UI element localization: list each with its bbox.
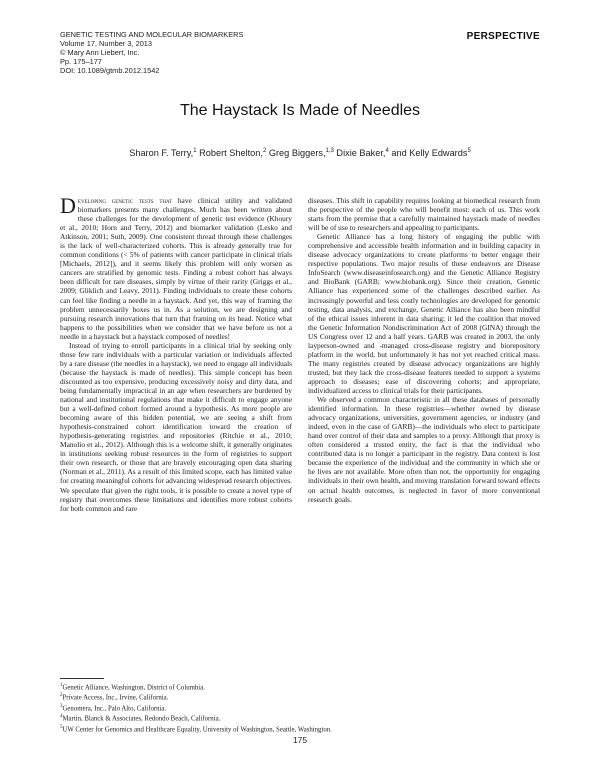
section-label: PERSPECTIVE [466,31,540,42]
footnote [60,703,540,713]
author-affiliation: 1 [193,148,197,154]
author-name: Robert Shelton, [196,148,263,159]
footnotes [60,682,540,734]
body-paragraph: diseases. This shift in capability requires looking at biomedical research from the perspective of the people who will benefit most: each of us. This work starts from the premise that a carefully maintained haystack made of needles will be of use to researchers and appealing to participants. [308,196,540,233]
author-affiliation: 2 [262,148,267,154]
footnote-number: 4 [60,714,63,720]
author-name: Greg Biggers, [266,148,326,159]
body-paragraph: Instead of trying to enroll participants in a clinical trial by seeking only those few rare individuals with a particular variation or individuals affected by a rare disease (the needles in a haystack), we need to engage all individuals (because the haystack is made of needles). This simple concept has been discounted as too expensive, producing excessively noisy and dirty data, and being fundamentally impractical in an age when researchers are burdened by national and institutional regulations that make it difficult to engage anyone but a well-defined cohort formed around a hypothesis. As more people are becoming aware of this hidden potential, we are seeing a shift from hypothesis-constrained cohort identification toward the creation of hypothesis-generating registries and repositories (Ritchie et al., 2010; Manolio et al., 2012). Although this is a welcome shift, it generally originates in institutions seeking robust resources in the form of registries to support their own research, or those that are bravely encouraging open data sharing (Norman et al., 2011). As a result of this limited scope, each has limited value for creating meaningful cohorts for advancing widespread research objectives. We speculate that given the right tools, it is possible to create a novel type of registry that overcomes these limitations and identifies more robust cohorts for both common and rare [60,340,292,513]
footnote-text: Martin, Blanck & Associates, Redondo Beach, California. [62,715,221,723]
footnote-text: UW Center for Genomics and Healthcare Equality, University of Washington, Seattle, Washington. [62,726,332,734]
footnote-text: Private Access, Inc., Irvine, California. [62,694,169,702]
footnote-text: Genomera, Inc., Palo Alto, California. [62,705,167,713]
body-paragraph: We observed a common characteristic in all these databases of personally identified information. In these registries—whether owned by disease advocacy organizations, universities, government agencies, or industry (and indeed, even in the case of GARB)—the individuals who elect to participate hand over control of their data and samples to a proxy. Although that proxy is often considered a trusted entity, the fact is that the individual who contributed data is no longer a participant in the registry. Data context is lost because the experience of the individual and the community in which she or he lives are not available. More often than not, the opportunity for engaging individuals in their own health, and moving translation forward toward effects on actual health outcomes, is neglected in favor of more conventional research goals. [308,395,540,504]
footnote [60,724,540,734]
doi: DOI: 10.1089/gtmb.2012.1542 [60,66,160,75]
article-title: The Haystack Is Made of Needles [179,102,421,119]
author-affiliation: 4 [385,148,389,154]
journal-header [60,30,243,75]
author-name: Dixie Baker, [333,148,386,159]
body-paragraph: Genetic Alliance has a long history of engaging the public with comprehensive and accessible health information and in building capacity in disease advocacy organizations to create platforms to better engage their respective populations. Two major results of these endeavors are Disease InfoSearch (www.diseaseinfosearch.org) and the Genetic Alliance Registry and BioBank (GARB; www.biobank.org). Since their creation, Genetic Alliance has experienced some of the challenges described earlier. As increasingly powerful and less costly technologies are developed for genomic testing, data analysis, and exchange, Genetic Alliance has also been mindful of the ethical issues inherent in data sharing; it led the coalition that moved the Genetic Information Nondiscrimination Act of 2008 (GINA) through the US Congress over 12 and a half years. GARB was created in 2003, the only layperson-owned and -managed cross-disease registry and biorepository platform in the world, but unfortunately it has not yet reached critical mass. The many registries created by disease advocacy organizations are highly trusted, but they lack the cross-disease features needed to support a systems approach to diseases; ease of discovering cohorts; and appropriate, individualized access to clinical trials for their participants. [308,232,540,395]
publisher: © Mary Ann Liebert, Inc. [60,48,140,57]
footnote [60,682,540,692]
footnote-divider [60,678,104,679]
author-list [0,148,600,158]
footnote-number: 1 [60,683,63,688]
paragraph-text: have clinical utility and validated biomarkers presents many challenges. Much has been written about these challenges for the development of genetic test evidence (Khoury et al., 2010; Horn and Terry, 2012) and biomarker validation (Lesko and Atkinson, 2001; Suth, 2009). One consistent thread through these challenges is the lack of well-characterized cohorts. This is already generally true for common conditions (< 5% of patients with cancer participate in clinical trials [Michaels, 2012]), and it seems likely this problem will only worsen as cancers are stratified by genomic tests. Finding a robust cohort has always been difficult for rare diseases, simply by virtue of their rarity (Griggs et al., 2009; Gliklich and Leavy, 2011). Finding individuals to create these cohorts can feel like finding a needle in a haystack. And yet, this way of framing the problem unnecessarily boxes us in. As a solution, we are designing and pursuing research innovations that turn that framing on its head. Notice what happens to the possibilities when we consider that we have before us not a needle in a haystack but a haystack composed of needles! [60,196,293,341]
author-name: and Kelly Edwards [388,148,468,159]
footnote-number: 3 [60,703,63,709]
page-number: 175 [292,735,308,745]
footnote-number: 2 [60,693,63,699]
footnote [60,692,540,702]
footnote-text: Genetic Alliance, Washington, District of Columbia. [62,684,205,692]
page-range: Pp. 175–177 [60,57,102,66]
footnote [60,713,540,723]
drop-cap: D [60,193,76,218]
author-name: Sharon F. Terry, [129,148,194,159]
footnote-number: 5 [60,724,63,730]
body-paragraph [60,193,293,341]
journal-name: GENETIC TESTING AND MOLECULAR BIOMARKERS [60,30,244,39]
author-affiliation: 1,3 [325,148,334,154]
author-affiliation: 5 [467,148,471,154]
volume-info: Volume 17, Number 3, 2013 [60,39,153,48]
lead-in-smallcaps: eveloping genetic tests that [77,196,173,205]
body-column-left [60,193,293,513]
body-column-right [308,196,540,504]
